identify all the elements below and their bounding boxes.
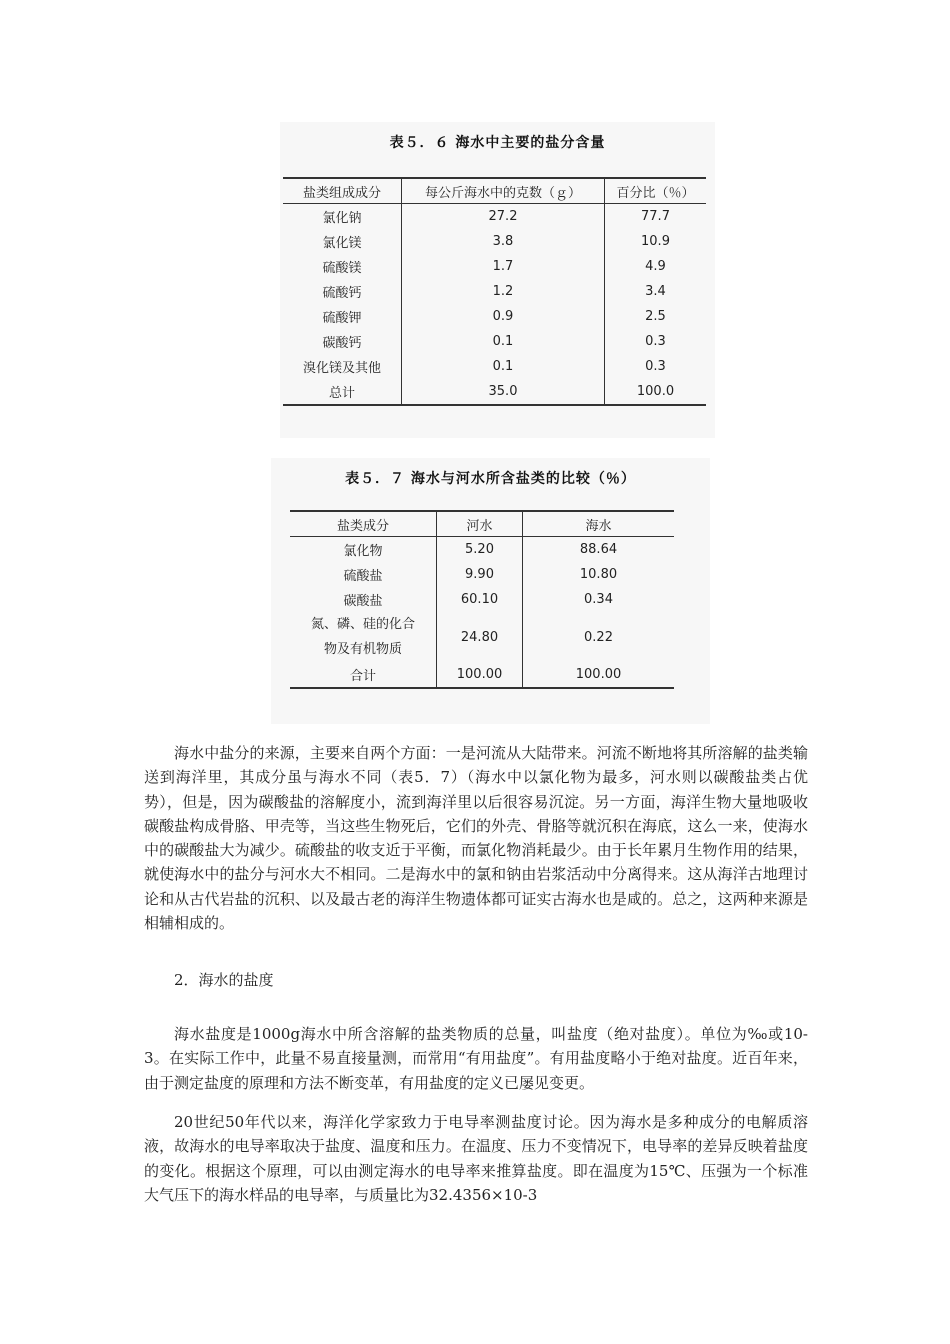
cell: 硫酸盐 [343,569,383,584]
paragraph-salt-sources: 海水中盐分的来源，主要来自两个方面：一是河流从大陆带来。河流不断地将其所溶解的盐类输送到海洋里，其成分虽与海水不同（表5．7）（海水中以氯化物为最多，河水则以碳酸盐类占优势），但是，因为碳酸盐的溶解度小，流到海洋里以后很容易沉淀。另一方面，海洋生物大量地吸收碳酸盐构成骨胳、甲壳等，当这些生物死后，它们的外壳、骨胳等就沉积在海底，这么一来，使海水中的碳酸盐大为减少。硫酸盐的收支近于平衡，而氯化物消耗最少。由于长年累月生物作用的结果，就使海水中的盐分与河水大不相同。二是海水中的氯和钠由岩浆活动中分离得来。这从海洋古地理讨论和从古代岩盐的沉积、以及最古老的海洋生物遗体都可证实古海水也是咸的。总之，这两种来源是相辅相成的。 [144,744,808,933]
cell: 60.10 [437,587,523,612]
cell: 0.3 [605,354,707,379]
cell: 1.7 [402,254,605,279]
cell: 5.20 [437,537,523,563]
column-header: 海水 [523,511,675,537]
cell: 27.2 [402,204,605,230]
cell: 77.7 [605,204,707,230]
table-figure-5-6 [280,122,715,438]
table-row [283,279,706,304]
paragraph-conductivity: 20世纪50年代以来，海洋化学家致力于电导率测盐度讨论。因为海水是多种成分的电解质溶液，故海水的电导率取决于盐度、温度和压力。在温度、压力不变情况下，电导率的差异反映着盐度的变化。根据这个原理，可以由测定海水的电导率来推算盐度。即在温度为15℃、压强为一个标准大气压下的海水样品的电导率，与质量比为32.4356×10-3 [144,1113,808,1204]
table-figure-5-7 [271,458,710,724]
cell: 0.34 [523,587,675,612]
paragraph-salinity-definition: 海水盐度是1000g海水中所含溶解的盐类物质的总量，叫盐度（绝对盐度）。单位为‰或10-3。在实际工作中，此量不易直接量测，而常用“有用盐度”。有用盐度略小于绝对盐度。近百年来，由于测定盐度的原理和方法不断变革，有用盐度的定义已屡见变更。 [144,1025,808,1092]
cell: 1.2 [402,279,605,304]
table-row [290,537,674,563]
cell: 氯化钠 [322,211,362,226]
cell: 总计 [283,379,402,405]
cell: 硫酸钾 [322,311,362,326]
cell: 3.4 [605,279,707,304]
cell: 0.22 [523,612,675,662]
cell: 9.90 [437,562,523,587]
cell: 2.5 [605,304,707,329]
section-heading: 2．海水的盐度 [174,971,274,989]
cell: 合计 [290,662,437,688]
cell [290,612,437,662]
cell: 碳酸盐 [343,594,383,609]
table-row [283,254,706,279]
cell: 88.64 [523,537,675,563]
column-header: 每公斤海水中的克数（ｇ） [402,178,605,204]
cell: 氯化镁 [322,236,362,251]
column-header: 盐类组成成分 [283,178,402,204]
cell: 100.0 [605,379,707,405]
cell-line: 物及有机物质 [323,642,402,657]
table-row [283,204,706,230]
cell: 35.0 [402,379,605,405]
column-header: 盐类成分 [290,511,437,537]
table-row [283,354,706,379]
table-header-row [283,178,706,204]
table-row [283,229,706,254]
table-title: 表５．７ 海水与河水所含盐类的比较（％） [345,471,636,487]
table-title: 表５．６ 海水中主要的盐分含量 [389,135,606,151]
river-sea-comparison-table [290,510,674,689]
table-row [283,304,706,329]
cell: 0.3 [605,329,707,354]
cell: 10.9 [605,229,707,254]
cell: 硫酸钙 [322,286,362,301]
cell: 10.80 [523,562,675,587]
cell: 氯化物 [343,544,383,559]
salt-content-table [283,177,706,406]
cell: 3.8 [402,229,605,254]
cell: 0.9 [402,304,605,329]
cell: 碳酸钙 [322,336,362,351]
cell: 0.1 [402,354,605,379]
table-header-row [290,511,674,537]
cell-line: 氮、磷、硅的化合 [310,617,415,632]
cell: 硫酸镁 [322,261,362,276]
cell: 24.80 [437,612,523,662]
table-row [290,612,674,662]
cell: 溴化镁及其他 [302,361,381,376]
cell: 100.00 [523,662,675,688]
table-row-total [290,662,674,688]
cell: 0.1 [402,329,605,354]
table-row [290,587,674,612]
cell: 100.00 [437,662,523,688]
table-row-total [283,379,706,405]
cell: 4.9 [605,254,707,279]
table-row [283,329,706,354]
column-header: 百分比（％） [605,178,707,204]
column-header: 河水 [437,511,523,537]
table-row [290,562,674,587]
